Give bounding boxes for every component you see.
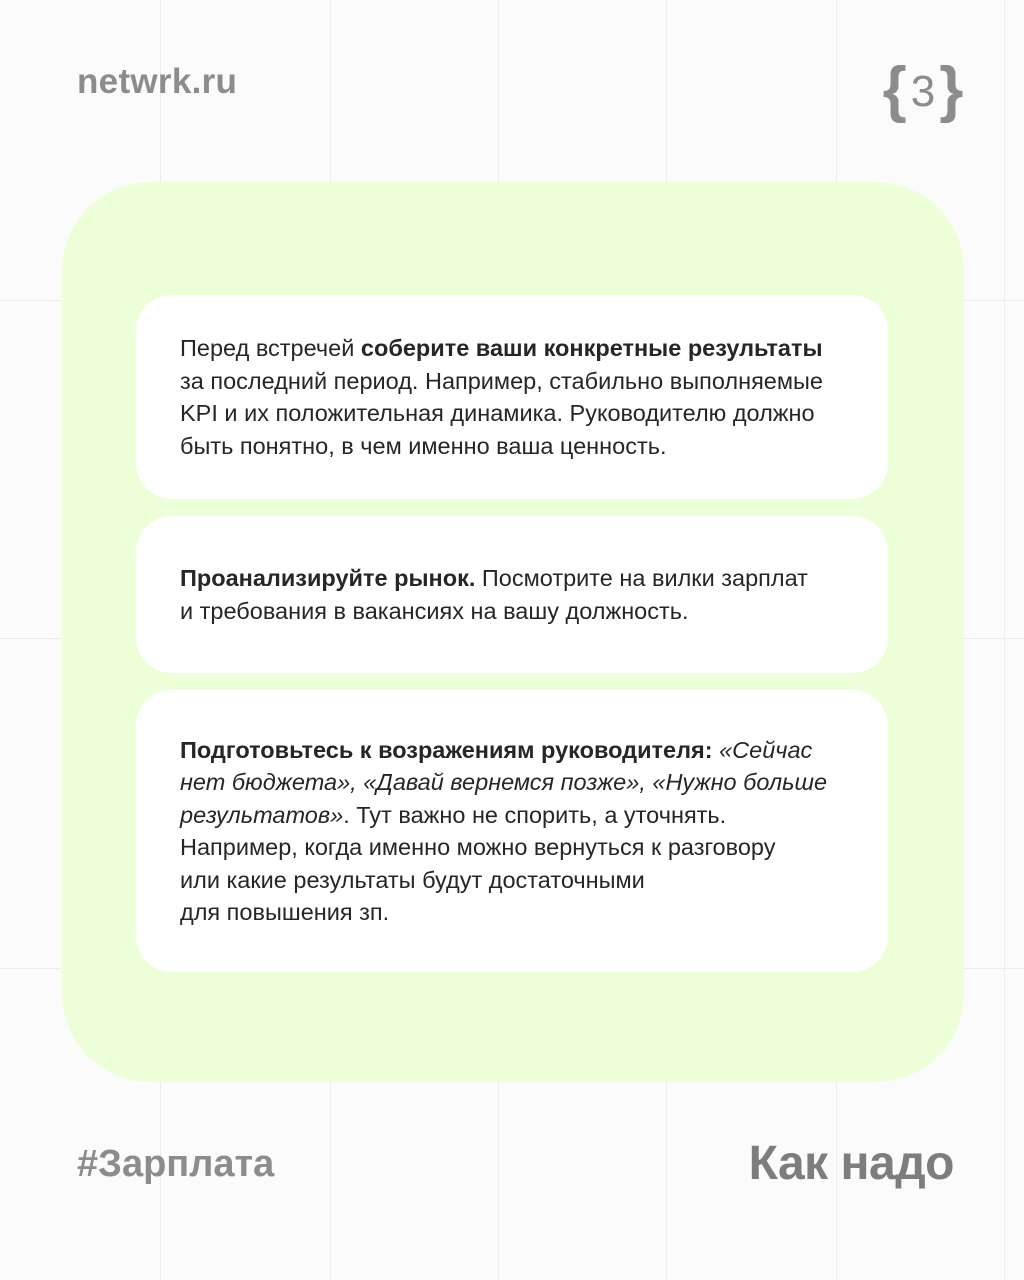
tip-card-market — [136, 516, 888, 673]
tip-card-objections — [136, 690, 888, 972]
tip-text-segment: Посмотрите на вилки зарплат — [475, 565, 808, 591]
right-brace-icon: } — [939, 55, 964, 124]
tip-text-segment: Например, когда именно можно вернуться к разговору — [180, 834, 776, 860]
tip-text-segment: или какие результаты будут достаточными — [180, 866, 645, 893]
tip-text-segment: за последний период. Например, стабильно выполняемые KPI и их положительная динамика. Руководителю должно быть понятно, в чем именно ваша ценность. — [180, 367, 823, 459]
tip-highlight: соберите ваши конкретные результаты — [360, 335, 823, 361]
tip-text — [180, 332, 844, 462]
page-number-badge — [880, 56, 966, 124]
page-number: 3 — [910, 67, 936, 116]
tip-text-segment: для повышения зп. — [180, 899, 390, 925]
tip-text-segment: Перед встречей — [180, 335, 361, 361]
site-name: netwrk.ru — [77, 62, 238, 101]
topic-hashtag: #Зарплата — [77, 1143, 275, 1185]
left-brace-icon: { — [882, 55, 907, 124]
tip-quotes: «Сейчас нет бюджета», «Давай вернемся позже», «Нужно больше результатов» — [180, 736, 828, 828]
footer-title: Как надо — [748, 1137, 954, 1190]
tip-highlight: Подготовьтесь к возражениям руководителя: — [180, 736, 713, 763]
grid-line — [1004, 0, 1005, 1280]
tip-text-segment: и требования в вакансиях на вашу должность. — [180, 597, 689, 624]
tip-highlight: Проанализируйте рынок. — [180, 565, 476, 591]
tip-text-segment: . Тут важно не спорить, а уточнять. — [343, 801, 727, 828]
tip-text — [180, 734, 844, 929]
tip-card-results — [136, 295, 888, 499]
tip-text — [180, 562, 808, 627]
